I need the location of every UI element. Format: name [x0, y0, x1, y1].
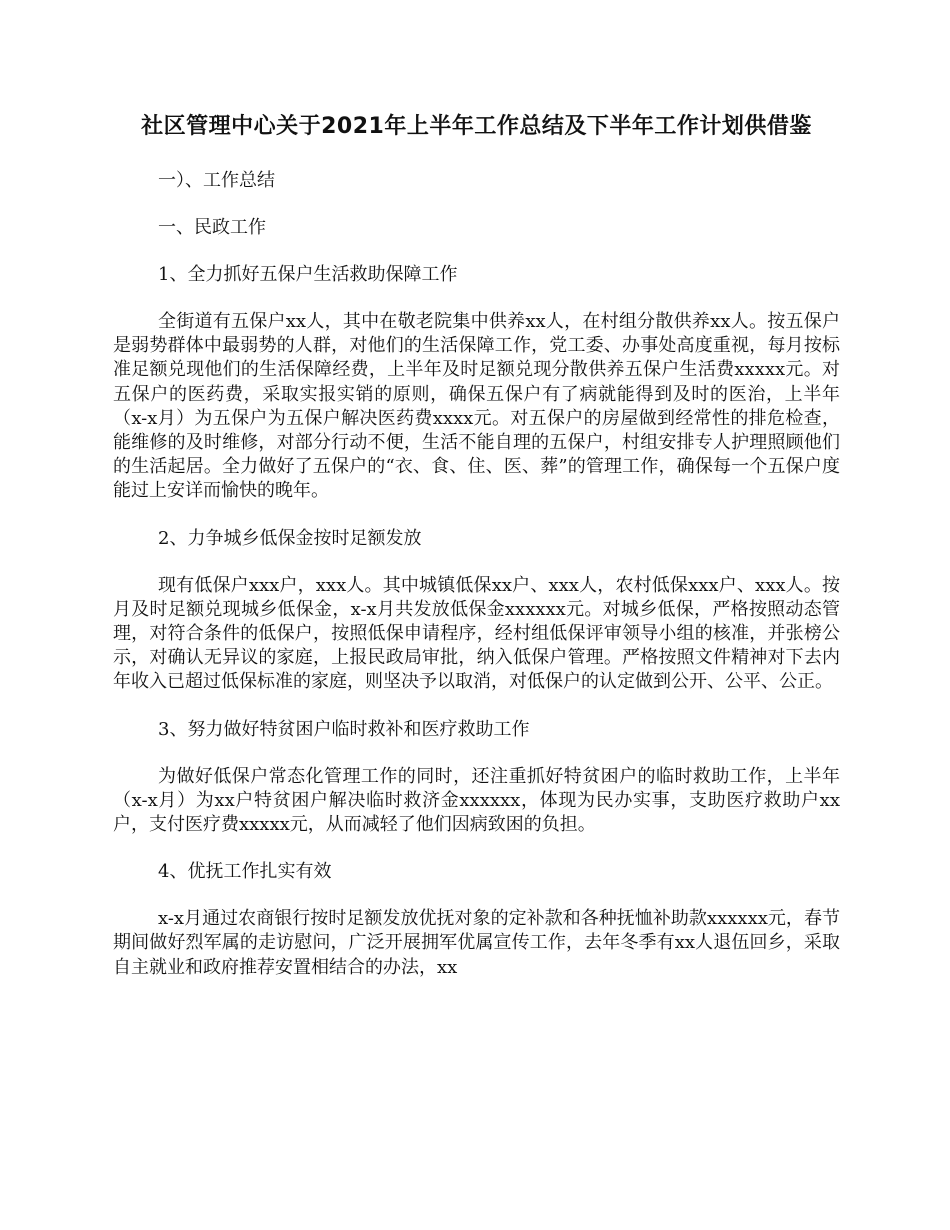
subheading-preferential-care: 4、优抚工作扎实有效: [158, 861, 332, 883]
document-body: [113, 112, 840, 980]
document-title: 社区管理中心关于2021年上半年工作总结及下半年工作计划供借鉴: [141, 114, 812, 139]
subheading-five-guarantee: 1、全力抓好五保户生活救助保障工作: [158, 264, 458, 285]
paragraph-minimum-living: 现有低保户xxx户，xxx人。其中城镇低保xx户、xxx人，农村低保xxx户、xxx人。按月及时足额兑现城乡低保金，x-x月共发放低保金xxxxxx元。对城乡低保，严格按照动态管理，对符合条件的低保户，按照低保申请程序，经村组低保评审领导小组的核准，并张榜公示，对确认无异议的家庭，上报民政局审批，纳入低保户管理。严格按照文件精神对下去内年收入已超过低保标准的家庭，则坚决予以取消，对低保户的认定做到公开、公平、公正。: [113, 574, 840, 693]
subheading-minimum-living: 2、力争城乡低保金按时足额发放: [158, 527, 422, 549]
paragraph-preferential-care: x-x月通过农商银行按时足额发放优抚对象的定补款和各种抚恤补助款xxxxxx元，春节期间做好烈军属的走访慰问，广泛开展拥军优属宣传工作，去年冬季有xx人退伍回乡，采取自主就业和政府推荐安置相结合的办法，xx: [113, 908, 840, 978]
section-heading-work-summary: 一）、工作总结: [158, 170, 275, 191]
subheading-temporary-relief: 3、努力做好特贫困户临时救补和医疗救助工作: [158, 718, 530, 740]
section-heading-civil-affairs: 一、民政工作: [158, 217, 266, 238]
paragraph-five-guarantee: 全街道有五保户xx人，其中在敬老院集中供养xx人，在村组分散供养xx人。按五保户是弱势群体中最弱势的人群，对他们的生活保障工作，党工委、办事处高度重视，每月按标准足额兑现他们的生活保障经费，上半年及时足额兑现分散供养五保户生活费xxxxx元。对五保户的医药费，采取实报实销的原则，确保五保户有了病就能得到及时的医治，上半年（x-x月）为五保户为五保户解决医药费xxxx元。对五保户的房屋做到经常性的排危检查，能维修的及时维修，对部分行动不便，生活不能自理的五保户，村组安排专人护理照顾他们的生活起居。全力做好了五保户的“衣、食、住、医、葬”的管理工作，确保每一个五保户度能过上安详而愉快的晚年。: [113, 311, 840, 502]
paragraph-temporary-relief: 为做好低保户常态化管理工作的同时，还注重抓好特贫困户的临时救助工作，上半年（x-x月）为xx户特贫困户解决临时救济金xxxxxx，体现为民办实事，支助医疗救助户xx户，支付医疗费xxxxx元，从而减轻了他们因病致困的负担。: [113, 765, 840, 836]
